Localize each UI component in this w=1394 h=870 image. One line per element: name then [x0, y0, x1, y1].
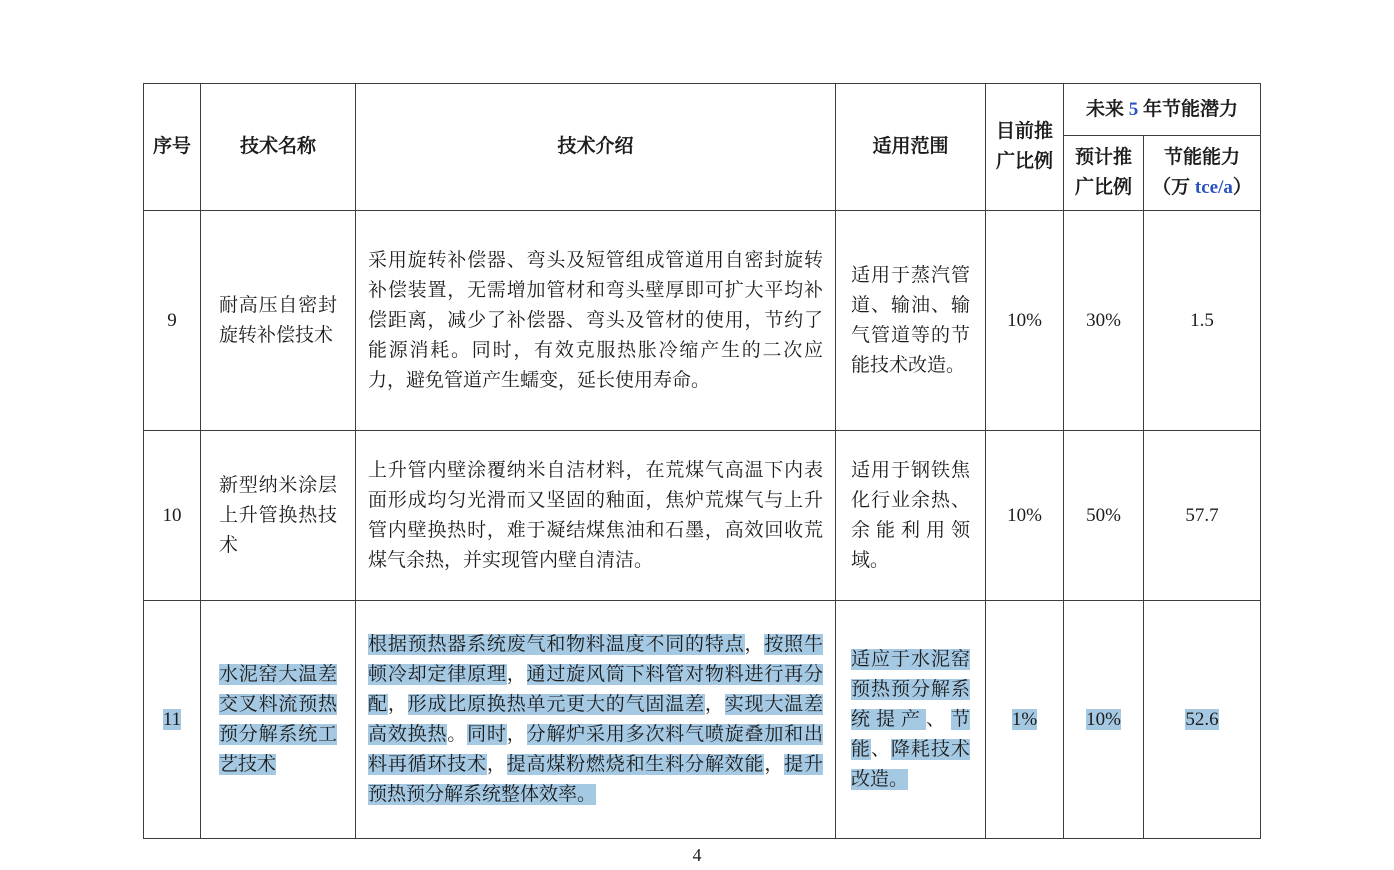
table-row-11-highlighted — [144, 601, 1261, 839]
cell-scope: 适应于水泥窑预热预分解系统提产、节能、降耗技术改造。 — [836, 601, 986, 839]
cell-tech-name: 水泥窑大温差交叉料流预热预分解系统工艺技术 — [201, 601, 356, 839]
header-seq: 序号 — [144, 84, 201, 211]
energy-tech-table — [143, 83, 1261, 839]
header-scope: 适用范围 — [836, 84, 986, 211]
header-saving-capacity: 节能能力 （万 tce/a） — [1144, 136, 1261, 211]
cell-scope: 适用于钢铁焦化行业余热、余能利用领域。 — [836, 431, 986, 601]
table-row-10 — [144, 431, 1261, 601]
cell-scope: 适用于蒸汽管道、输油、输气管道等的节能技术改造。 — [836, 211, 986, 431]
cell-tech-name: 新型纳米涂层上升管换热技术 — [201, 431, 356, 601]
cell-expected-ratio: 50% — [1064, 431, 1144, 601]
cell-seq: 9 — [144, 211, 201, 431]
cell-tech-intro: 采用旋转补偿器、弯头及短管组成管道用自密封旋转补偿装置，无需增加管材和弯头壁厚即可扩大平均补偿距离，减少了补偿器、弯头及管材的使用，节约了能源消耗。同时，有效克服热胀冷缩产生的二次应力，避免管道产生蠕变，延长使用寿命。 — [356, 211, 836, 431]
cell-current-ratio: 10% — [986, 431, 1064, 601]
table-row-9 — [144, 211, 1261, 431]
cell-tech-intro: 根据预热器系统废气和物料温度不同的特点，按照牛顿冷却定律原理，通过旋风筒下料管对物料进行再分配，形成比原换热单元更大的气固温差，实现大温差高效换热。同时，分解炉采用多次料气喷旋叠加和出料再循环技术，提高煤粉燃烧和生料分解效能，提升预热预分解系统整体效率。 — [356, 601, 836, 839]
cell-expected-ratio: 10% — [1064, 601, 1144, 839]
page-number: 4 — [692, 845, 702, 865]
cell-current-ratio: 10% — [986, 211, 1064, 431]
cell-seq: 10 — [144, 431, 201, 601]
cell-tech-intro: 上升管内壁涂覆纳米自洁材料，在荒煤气高温下内表面形成均匀光滑而又坚固的釉面，焦炉荒煤气与上升管内壁换热时，难于凝结煤焦油和石墨，高效回收荒煤气余热，并实现管内壁自清洁。 — [356, 431, 836, 601]
cell-current-ratio: 1% — [986, 601, 1064, 839]
cell-saving-capacity: 52.6 — [1144, 601, 1261, 839]
cell-saving-capacity: 57.7 — [1144, 431, 1261, 601]
cell-tech-name: 耐高压自密封旋转补偿技术 — [201, 211, 356, 431]
header-expected-ratio: 预计推 广比例 — [1064, 136, 1144, 211]
header-future-potential-group: 未来 5 年节能潜力 — [1064, 84, 1261, 136]
header-current-ratio: 目前推 广比例 — [986, 84, 1064, 211]
header-tech-intro: 技术介绍 — [356, 84, 836, 211]
cell-saving-capacity: 1.5 — [1144, 211, 1261, 431]
cell-seq: 11 — [144, 601, 201, 839]
header-tech-name: 技术名称 — [201, 84, 356, 211]
header-row-1 — [144, 84, 1261, 136]
cell-expected-ratio: 30% — [1064, 211, 1144, 431]
